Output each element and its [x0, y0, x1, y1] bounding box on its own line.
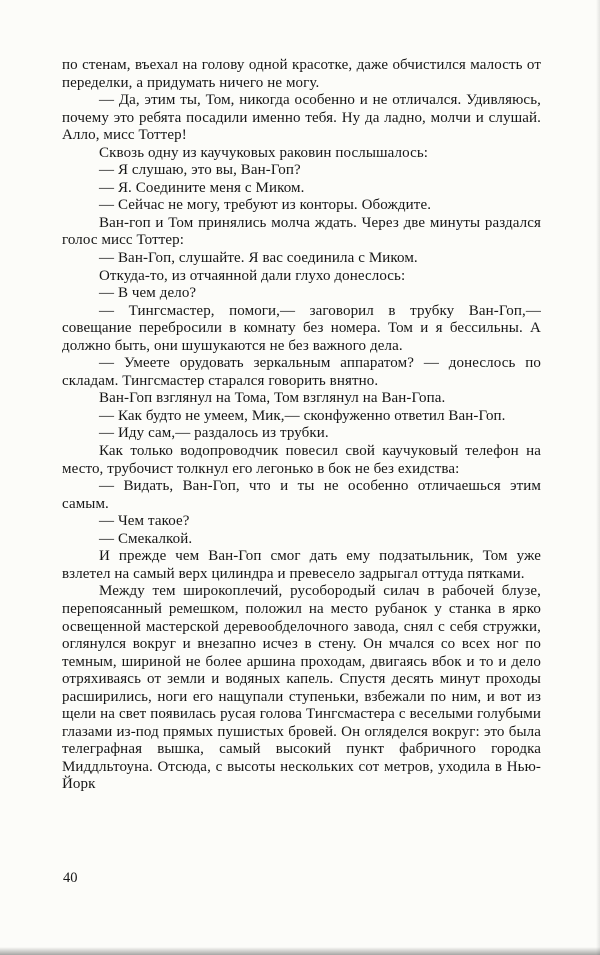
paragraph: — Как будто не умеем, Мик,— сконфуженно ответил Ван-Гоп. — [99, 407, 506, 424]
paragraph: Сквозь одну из каучуковых раковин послышалось: — [99, 144, 429, 161]
page-edge-shadow-bottom — [0, 947, 600, 955]
page-edge-shadow-right — [596, 0, 600, 955]
paragraph: — Умеете орудовать зеркальным аппаратом? — донеслось по складам. Тингсмастер старался говорить внятно. — [62, 355, 541, 389]
paragraph: — Я слушаю, это вы, Ван-Гоп? — [99, 162, 301, 179]
paragraph: Откуда-то, из отчаянной дали глухо донеслось: — [99, 267, 406, 284]
paragraph: — Смекалкой. — [99, 530, 193, 547]
paragraph: — Я. Соедините меня с Миком. — [99, 179, 305, 196]
paragraph: Как только водопроводчик повесил свой каучуковый телефон на место, трубочист толкнул его легонько в бок не без ехидства: — [62, 443, 541, 477]
paragraph: — Видать, Ван-Гоп, что и ты не особенно отличаешься этим самым. — [62, 478, 541, 512]
paragraph: — Ван-Гоп, слушайте. Я вас соединила с Миком. — [99, 250, 418, 267]
paragraph: — В чем дело? — [99, 285, 197, 302]
text-column — [62, 57, 541, 794]
paragraph: — Сейчас не могу, требуют из конторы. Обождите. — [99, 197, 432, 214]
paragraph: Ван-Гоп взглянул на Тома, Том взглянул на Ван-Гопа. — [99, 390, 446, 407]
paragraph: Между тем широкоплечий, русобородый силач в рабочей блузе, перепоясанный ремешком, положил на место рубанок у станка в ярко освещенной мастерской деревообделочного завода, снял с себя стружки, оглянулся вокруг и внезапно исчез в стену. Он мчался со всех ног по темным, шириной не более аршина проходам, двигаясь вбок и то и дело отряхиваясь от земли и водяных капель. Спустя десять минут проходы расширились, ноги его нащупали ступеньки, взбежали по ним, и вот из щели на свет появилась русая голова Тингсмастера с веселыми голубыми глазами из-под прямых пушистых бровей. Он огляделся вокруг: это была телеграфная вышка, самый высокий пункт фабричного городка Миддльтоуна. Отсюда, с высоты нескольких сот метров, уходила в Нью-Йорк — [62, 583, 541, 793]
paragraph: Ван-гоп и Том принялись молча ждать. Через две минуты раздался голос мисс Тоттер: — [62, 214, 541, 249]
paragraph: — Тингсмастер, помоги,— заговорил в трубку Ван-Гоп,— совещание перебросили в комнату без номера. Том и я бессильны. А должно быть, они шушукаются не без важного дела. — [62, 302, 541, 354]
paragraph: — Да, этим ты, Том, никогда особенно и не отличался. Удивляюсь, почему это ребята посадили именно тебя. Ну да ладно, молчи и слушай. Алло, мисс Тоттер! — [62, 92, 541, 144]
paragraph: — Иду сам,— раздалось из трубки. — [99, 425, 329, 442]
page-number: 40 — [63, 870, 78, 886]
paragraph: И прежде чем Ван-Гоп смог дать ему подзатыльник, Том уже взлетел на самый верх цилиндра и превесело задрыгал оттуда пятками. — [62, 548, 541, 582]
paragraph: по стенам, въехал на голову одной красотке, даже обчистился малость от переделки, а придумать ничего не могу. — [62, 57, 541, 91]
paragraph: — Чем такое? — [99, 513, 190, 530]
